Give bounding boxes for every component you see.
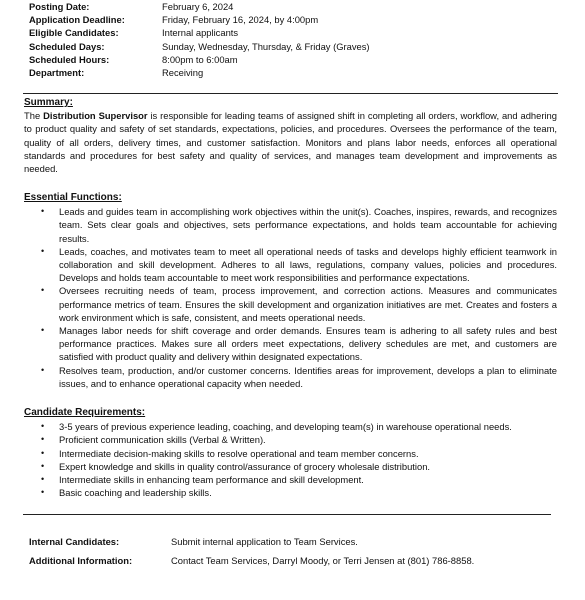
- list-item: [24, 245, 557, 285]
- list-item: [24, 460, 557, 473]
- additional-information-value: Contact Team Services, Darryl Moody, or Terri Jensen at (801) 786-8858.: [171, 555, 475, 566]
- bullet-icon: •: [41, 245, 45, 256]
- essential-functions-heading: Essential Functions:: [24, 192, 122, 203]
- bullet-icon: •: [41, 421, 45, 432]
- requirement-text: Intermediate decision-making skills to resolve operational and team member concerns.: [59, 447, 419, 459]
- bullet-icon: •: [41, 434, 45, 445]
- bullet-icon: •: [41, 206, 45, 217]
- department-label: Department:: [29, 66, 85, 78]
- scheduled-hours-value: 8:00pm to 6:00am: [162, 53, 238, 65]
- application-deadline-value: Friday, February 16, 2024, by 4:00pm: [162, 14, 319, 26]
- posting-date-value: February 6, 2024: [162, 1, 234, 12]
- additional-information-label: Additional Information:: [29, 555, 133, 566]
- application-deadline-row: [0, 13, 560, 26]
- department-value: Receiving: [162, 66, 204, 78]
- requirement-text: 3-5 years of previous experience leading, coaching, and developing team(s) in warehouse operational needs.: [59, 421, 512, 433]
- list-item: [24, 205, 557, 245]
- bullet-icon: •: [41, 460, 45, 471]
- contact-info: [29, 535, 559, 573]
- bullet-icon: •: [41, 325, 45, 336]
- list-item: [24, 447, 557, 460]
- list-item: [24, 364, 557, 390]
- summary-intro-prefix: The: [24, 110, 44, 122]
- eligible-candidates-row: [0, 26, 560, 39]
- bottom-divider: [23, 514, 551, 515]
- candidate-requirements-section: [24, 406, 557, 499]
- function-text: Resolves team, production, and/or customer concerns. Identifies areas for improvement, develops a plan to eliminate issues, and to enhance operational capacity when needed.: [59, 364, 557, 389]
- essential-functions-section: [24, 191, 557, 390]
- scheduled-days-row: [0, 40, 560, 53]
- candidate-requirements-list: [24, 420, 557, 499]
- function-text: Leads, coaches, and motivates team to meet all operational needs of tasks and develops highly efficient teamwork in collaboration and skill development. Adheres to all laws, regulations, company values, policies and procedures. Develops and holds team accountable to meet work responsibilities and performance expectations.: [59, 245, 557, 284]
- function-text: Oversees recruiting needs of team, process improvement, and correction actions. Measures and communicates performance metrics of team. Ensures the skill development and organization initiatives are met. Creates and fosters a work environment which is safe, consistent, and meets operational needs.: [59, 285, 557, 323]
- list-item: [24, 420, 557, 433]
- eligible-candidates-label: Eligible Candidates:: [29, 27, 119, 39]
- internal-candidates-label: Internal Candidates:: [29, 536, 120, 547]
- summary-text: [24, 109, 557, 175]
- bullet-icon: •: [41, 474, 45, 485]
- essential-functions-list: [24, 205, 557, 390]
- posting-details: [0, 0, 560, 79]
- function-text: Manages labor needs for shift coverage and order demands. Ensures team is adhering to all safety rules and best performance practices. Makes sure all orders meet expectations, delivery schedules are met, and customers are satisfied with product quality and delivery within designated expectations.: [59, 325, 557, 363]
- internal-candidates-value: Submit internal application to Team Services.: [171, 536, 358, 547]
- department-row: [0, 66, 560, 79]
- scheduled-hours-label: Scheduled Hours:: [29, 53, 110, 65]
- requirement-text: Intermediate skills in enhancing team performance and skill development.: [59, 474, 364, 486]
- scheduled-days-value: Sunday, Wednesday, Thursday, & Friday (Graves): [162, 40, 370, 52]
- internal-candidates-row: [29, 535, 559, 554]
- summary-section: [24, 96, 557, 175]
- top-divider: [23, 93, 558, 94]
- list-item: [24, 473, 557, 486]
- requirement-text: Proficient communication skills (Verbal & Written).: [59, 434, 266, 446]
- job-title: Distribution Supervisor: [43, 110, 148, 122]
- bullet-icon: •: [41, 447, 45, 458]
- candidate-requirements-heading: Candidate Requirements:: [24, 407, 146, 418]
- requirement-text: Expert knowledge and skills in quality control/assurance of grocery wholesale distribution.: [59, 460, 431, 472]
- scheduled-days-label: Scheduled Days:: [29, 40, 105, 52]
- scheduled-hours-row: [0, 53, 560, 66]
- posting-date-label: Posting Date:: [29, 1, 90, 12]
- list-item: [24, 486, 557, 499]
- bullet-icon: •: [41, 364, 45, 375]
- summary-body: is responsible for leading teams of assigned shift in completing all orders, workflow, and adhering to product quality and safety of set standards, expectations, policies, and procedures. Oversees the performance of the team, quality of all orders, delivery times, and customer satisfaction. Monitors and plans labor needs, enforces all operational standards and procedures for best safety and quality of services, and manages team development and improvements as needed.: [24, 110, 557, 175]
- list-item: [24, 433, 557, 446]
- requirement-text: Basic coaching and leadership skills.: [59, 487, 212, 499]
- application-deadline-label: Application Deadline:: [29, 14, 125, 26]
- summary-heading: Summary:: [24, 97, 73, 108]
- bullet-icon: •: [41, 285, 45, 296]
- function-text: Leads and guides team in accomplishing work objectives within the unit(s). Coaches, inspires, rewards, and recognizes team. Sets clear goals and objectives, sets performance expectations, and holds team accountable for achieving results.: [59, 206, 557, 244]
- bullet-icon: •: [41, 487, 45, 498]
- additional-information-row: [29, 554, 559, 573]
- list-item: [24, 284, 557, 324]
- posting-date-row: [0, 0, 560, 13]
- list-item: [24, 324, 557, 364]
- eligible-candidates-value: Internal applicants: [162, 27, 239, 39]
